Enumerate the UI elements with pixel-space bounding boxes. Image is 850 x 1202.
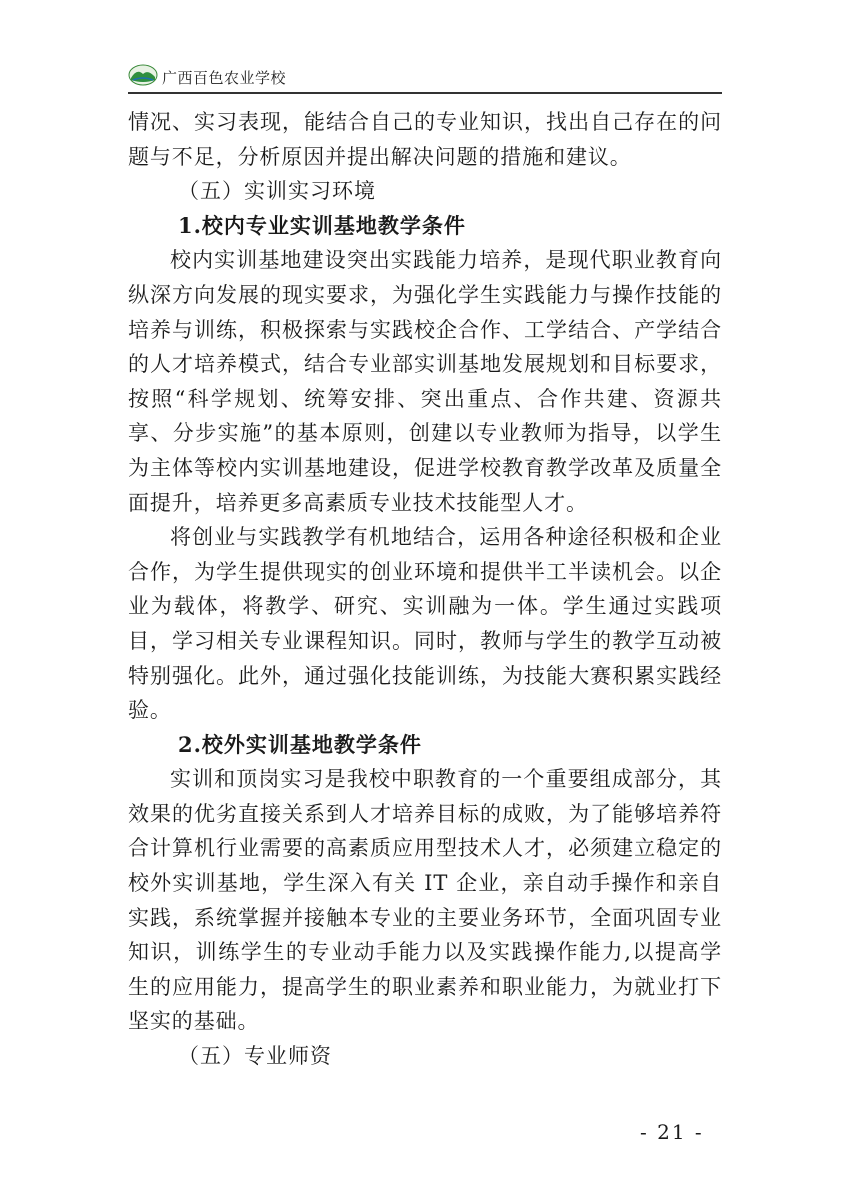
page-header [128,60,722,92]
school-logo-icon [128,62,158,86]
paragraph-continuation: 情况、实习表现，能结合自己的专业知识，找出自己存在的问题与不足，分析原因并提出解决问题的措施和建议。 [128,110,722,169]
paragraph-off-campus-base: 实训和顶岗实习是我校中职教育的一个重要组成部分，其效果的优劣直接关系到人才培养目标的成败，为了能够培养符合计算机行业需要的高素质应用型技术人才，必须建立稳定的校外实训基地，学生深入有关 IT 企业，亲自动手操作和亲自实践，系统掌握并接触本专业的主要业务环节，全面巩固专业知识，训练学生的专业动手能力以及实践操作能力,以提高学生的应用能力，提高学生的职业素养和职业能力，为就业打下坚实的基础。 [128,767,722,1034]
section-heading-faculty: （五）专业师资 [178,1044,332,1069]
paragraph-on-campus-base: 校内实训基地建设突出实践能力培养，是现代职业教育向纵深方向发展的现实要求，为强化学生实践能力与操作技能的培养与训练，积极探索与实践校企合作、工学结合、产学结合的人才培养模式，结合专业部实训基地发展规划和目标要求，按照“科学规划、统筹安排、突出重点、合作共建、资源共享、分步实施”的基本原则，创建以专业教师为指导，以学生为主体等校内实训基地建设，促进学校教育教学改革及质量全面提升，培养更多高素质专业技术技能型人才。 [128,248,722,515]
page-number: - 21 - [640,1120,704,1144]
paragraph-entrepreneurship: 将创业与实践教学有机地结合，运用各种途径积极和企业合作，为学生提供现实的创业环境和提供半工半读机会。以企业为载体，将教学、研究、实训融为一体。学生通过实践项目，学习相关专业课程知识。同时，教师与学生的教学互动被特别强化。此外，通过强化技能训练，为技能大赛积累实践经验。 [128,525,722,723]
school-name: 广西百色农业学校 [162,69,287,87]
subheading-off-campus-base: 2.校外实训基地教学条件 [178,731,422,757]
section-heading-training-environment: （五）实训实习环境 [178,179,376,204]
header-divider [128,92,722,94]
subheading-on-campus-base: 1.校内专业实训基地教学条件 [178,212,466,238]
document-body [128,105,722,1074]
